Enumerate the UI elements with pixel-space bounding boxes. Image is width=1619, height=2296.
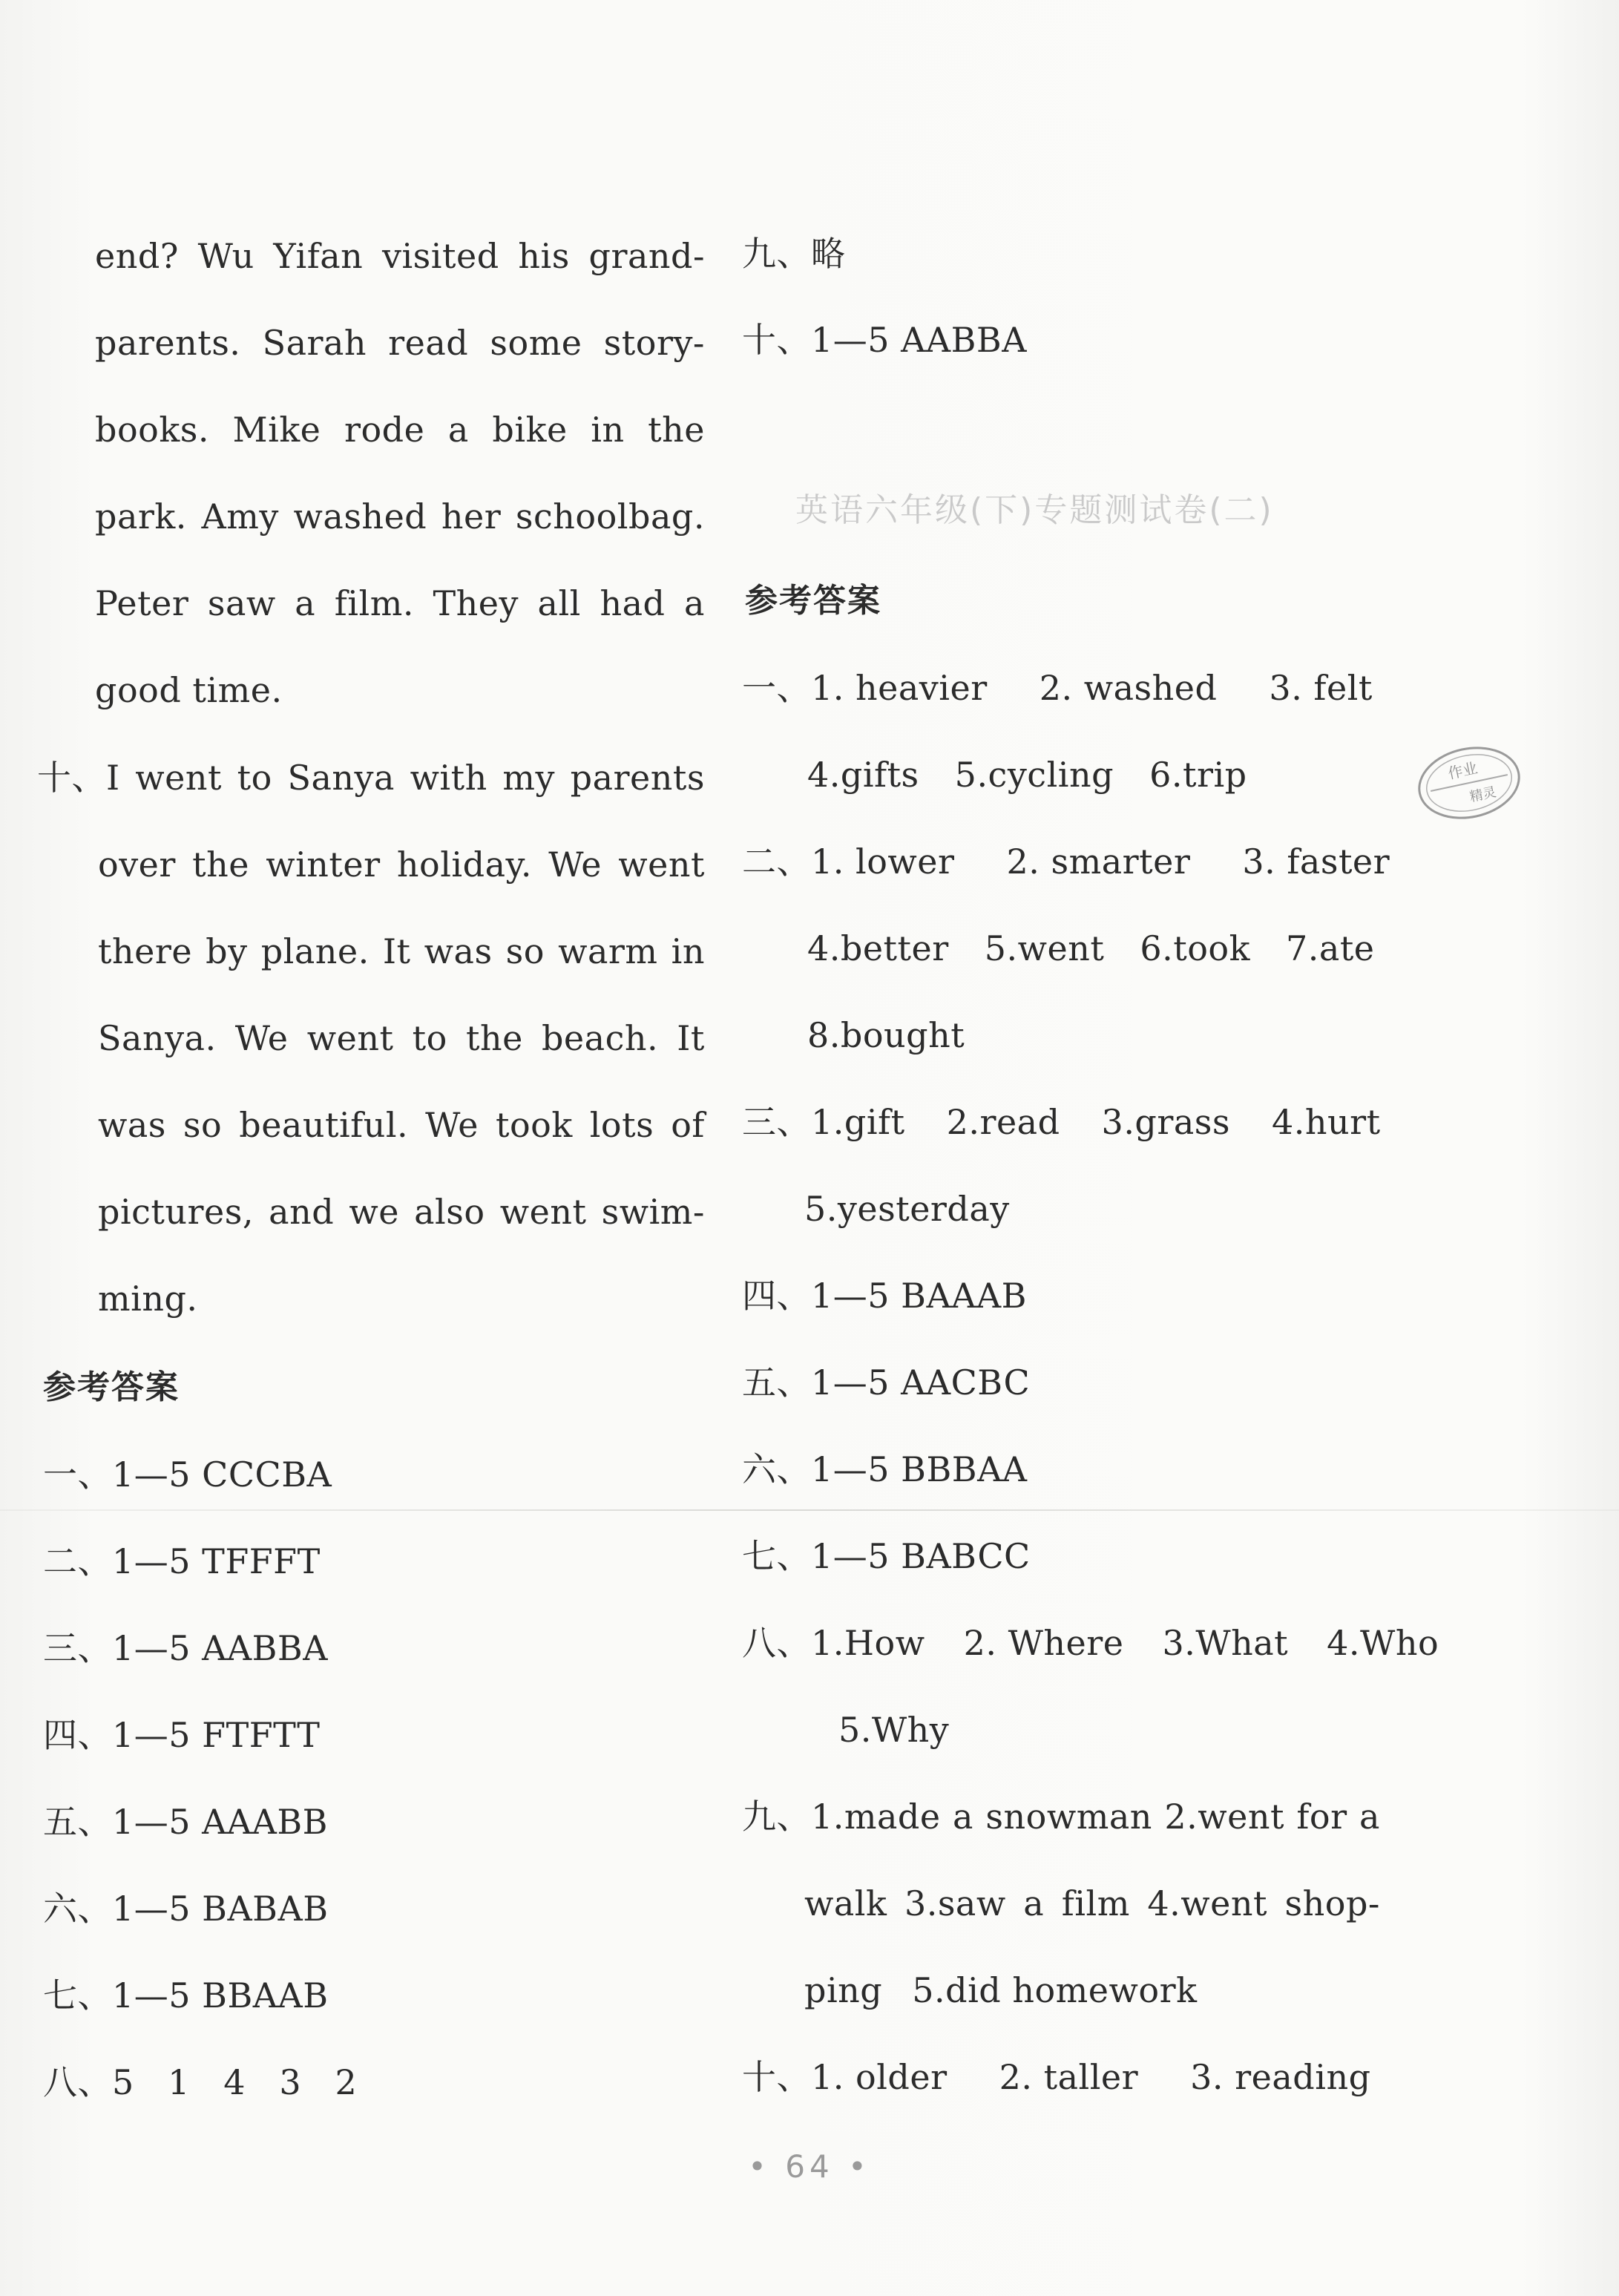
answer-item: 3. reading	[1190, 2057, 1371, 2097]
page-number: • 64 •	[748, 2148, 871, 2185]
word: my	[502, 758, 555, 798]
word: we	[349, 1192, 399, 1232]
word: went	[135, 758, 223, 798]
answer-item: 二、1. lower	[742, 842, 955, 882]
answer-item: 九、1.made	[742, 1797, 941, 1837]
answer-line	[807, 926, 1375, 971]
word: lots	[589, 1105, 654, 1145]
word: so	[183, 1105, 223, 1145]
word: story-	[603, 323, 705, 363]
answer-line: 四、1—5 FTFTT	[43, 1715, 321, 1755]
word: all	[537, 583, 581, 623]
answer-item: 6.trip	[1149, 755, 1247, 795]
answer-line	[807, 752, 1247, 797]
word: film.	[334, 583, 414, 623]
word: went	[618, 844, 705, 885]
answer-line	[742, 1534, 1031, 1578]
answer-item: for	[1296, 1797, 1347, 1837]
word: Wu	[197, 236, 254, 276]
word: so	[505, 931, 545, 971]
svg-text:作业: 作业	[1446, 758, 1480, 783]
answer-item: a	[1359, 1797, 1380, 1837]
answer-item: 3. felt	[1269, 668, 1373, 708]
word: a	[683, 583, 705, 623]
paragraph-line	[98, 929, 705, 974]
word: also	[414, 1192, 485, 1232]
word: swim-	[601, 1192, 705, 1232]
paragraph-line	[98, 1016, 705, 1060]
word: the	[192, 844, 249, 885]
paragraph-line	[95, 581, 705, 626]
answer-line	[742, 839, 1390, 884]
answer-item: shop-	[1284, 1883, 1380, 1923]
word: in	[671, 931, 705, 971]
answer-item: 5.cycling	[954, 755, 1114, 795]
right-answer-10: 十、1—5 AABBA	[742, 320, 1027, 360]
word: books.	[95, 410, 209, 450]
word: and	[269, 1192, 335, 1232]
answer-item: 5.did homework	[912, 1970, 1198, 2010]
paragraph-line	[98, 1103, 705, 1147]
answer-item: 6.took	[1140, 928, 1250, 968]
answer-line	[804, 1881, 1380, 1926]
word: Yifan	[273, 236, 364, 276]
answer-line	[742, 1360, 1030, 1405]
word: pictures,	[98, 1192, 254, 1232]
paragraph-line	[95, 668, 283, 712]
fold-line	[0, 1509, 1619, 1511]
word: ming.	[98, 1279, 198, 1319]
answer-item: 四、1—5 BAAAB	[742, 1276, 1027, 1316]
answer-line: 五、1—5 AAABB	[43, 1802, 328, 1842]
answer-item: 5.yesterday	[804, 1189, 1010, 1229]
answer-line: 八、5 1 4 3 2	[43, 2062, 358, 2102]
word: winter	[266, 844, 381, 885]
answer-item: 8.bought	[807, 1015, 965, 1055]
answer-line: 七、1—5 BBAAB	[43, 1975, 329, 2015]
answer-item: walk	[804, 1883, 887, 1923]
word: beach.	[541, 1018, 659, 1058]
answer-item: 七、1—5 BABCC	[742, 1536, 1031, 1576]
word: It	[382, 931, 411, 971]
word: parents	[570, 758, 705, 798]
answer-item: 2. smarter	[1006, 842, 1191, 882]
answer-line	[742, 1447, 1028, 1492]
answer-line	[742, 1794, 1380, 1839]
word: plane.	[260, 931, 370, 971]
answer-item: 2. washed	[1039, 668, 1218, 708]
paragraph-line	[37, 755, 705, 800]
word: to	[237, 758, 272, 798]
answer-item: 一、1. heavier	[742, 668, 988, 708]
word: visited	[381, 236, 499, 276]
answer-line	[807, 1013, 965, 1057]
word: schoolbag.	[515, 496, 705, 537]
word: had	[600, 583, 666, 623]
answer-item: 4.Who	[1327, 1623, 1439, 1663]
word: beautiful.	[239, 1105, 409, 1145]
answer-item: 十、1. older	[742, 2057, 948, 2097]
paragraph-line	[98, 1190, 705, 1234]
word: was	[424, 931, 493, 971]
word: a	[295, 583, 316, 623]
word: Sanya.	[98, 1018, 217, 1058]
answer-item: 4.went	[1147, 1883, 1267, 1923]
word: holiday.	[396, 844, 532, 885]
answer-line	[838, 1708, 949, 1752]
word: end?	[95, 236, 179, 276]
paragraph-line	[95, 234, 705, 278]
answer-line: 三、1—5 AABBA	[43, 1628, 328, 1668]
word: the	[648, 410, 705, 450]
paragraph-line	[95, 407, 705, 452]
answer-item: 2.read	[946, 1102, 1060, 1142]
word: We	[234, 1018, 289, 1058]
word: parents.	[95, 323, 241, 363]
word: went	[306, 1018, 394, 1058]
answer-item: 2. Where	[963, 1623, 1124, 1663]
answer-item: ping	[804, 1970, 883, 2010]
word: took	[495, 1105, 573, 1145]
answer-item: 5.went	[984, 928, 1105, 968]
answer-line: 二、1—5 TFFFT	[43, 1541, 321, 1581]
word: grand-	[588, 236, 705, 276]
right-answers-heading: 参考答案	[745, 582, 881, 620]
answer-line	[742, 1621, 1439, 1665]
answer-item: film	[1061, 1883, 1130, 1923]
word: saw	[207, 583, 276, 623]
answer-item: 八、1.How	[742, 1623, 925, 1663]
word: washed	[293, 496, 427, 537]
word: bike	[492, 410, 568, 450]
word: some	[490, 323, 582, 363]
paragraph-line	[98, 1276, 198, 1321]
answer-item: 3. faster	[1242, 842, 1390, 882]
word: with	[410, 758, 487, 798]
answer-item: 三、1.gift	[742, 1102, 905, 1142]
answer-line	[742, 2055, 1371, 2099]
left-answers-heading: 参考答案	[43, 1368, 180, 1406]
answer-item: 六、1—5 BBBAA	[742, 1449, 1028, 1489]
word: Sanya	[287, 758, 395, 798]
word: was	[98, 1105, 166, 1145]
answer-item: 2. taller	[999, 2057, 1139, 2097]
word: the	[465, 1018, 523, 1058]
section-title: 英语六年级(下)专题测试卷(二)	[795, 491, 1274, 529]
answer-item: 3.grass	[1101, 1102, 1231, 1142]
word: Amy	[201, 496, 279, 537]
word: Sarah	[262, 323, 367, 363]
answer-line: 六、1—5 BABAB	[43, 1889, 329, 1929]
answer-item: 4.better	[807, 928, 949, 968]
word: It	[677, 1018, 705, 1058]
answer-line	[804, 1187, 1010, 1231]
answer-item: 3.saw	[904, 1883, 1006, 1923]
word: We	[548, 844, 602, 885]
word: there	[98, 931, 193, 971]
word: her	[441, 496, 502, 537]
logo-stamp	[1406, 732, 1532, 835]
word: warm	[558, 931, 658, 971]
word: rode	[344, 410, 425, 450]
word: by	[206, 931, 248, 971]
word: park.	[95, 496, 187, 537]
word: They	[433, 583, 519, 623]
word: to	[412, 1018, 447, 1058]
answer-item: 五、1—5 AACBC	[742, 1362, 1031, 1403]
word: Peter	[95, 583, 189, 623]
answer-line: 一、1—5 CCCBA	[43, 1454, 332, 1495]
answer-item: a	[1023, 1883, 1045, 1923]
answer-item: 5.Why	[838, 1710, 950, 1750]
stamp-icon	[1406, 732, 1532, 835]
word: went	[499, 1192, 587, 1232]
right-answer-9: 九、略	[742, 234, 846, 274]
answer-item: 4.hurt	[1272, 1102, 1381, 1142]
answer-item: 4.gifts	[807, 755, 919, 795]
answer-line	[742, 1100, 1381, 1144]
paragraph-line	[98, 842, 705, 887]
answer-line	[742, 666, 1373, 710]
word: We	[425, 1105, 479, 1145]
answer-line	[804, 1968, 1197, 2013]
paragraph-line	[95, 494, 705, 539]
paragraph-line	[95, 321, 705, 365]
word: in	[591, 410, 625, 450]
answer-line	[742, 1273, 1027, 1318]
answer-item: 2.went	[1164, 1797, 1284, 1837]
word: good time.	[95, 670, 283, 710]
answer-item: snowman	[985, 1797, 1152, 1837]
word: of	[671, 1105, 705, 1145]
answer-item: 7.ate	[1286, 928, 1375, 968]
word: his	[518, 236, 570, 276]
svg-text:精灵: 精灵	[1468, 784, 1498, 805]
word: a	[447, 410, 469, 450]
word: over	[98, 844, 176, 885]
word: read	[388, 323, 469, 363]
word: 十、I	[37, 758, 120, 798]
word: Mike	[232, 410, 321, 450]
answer-item: 3.What	[1162, 1623, 1289, 1663]
answer-item: a	[953, 1797, 973, 1837]
